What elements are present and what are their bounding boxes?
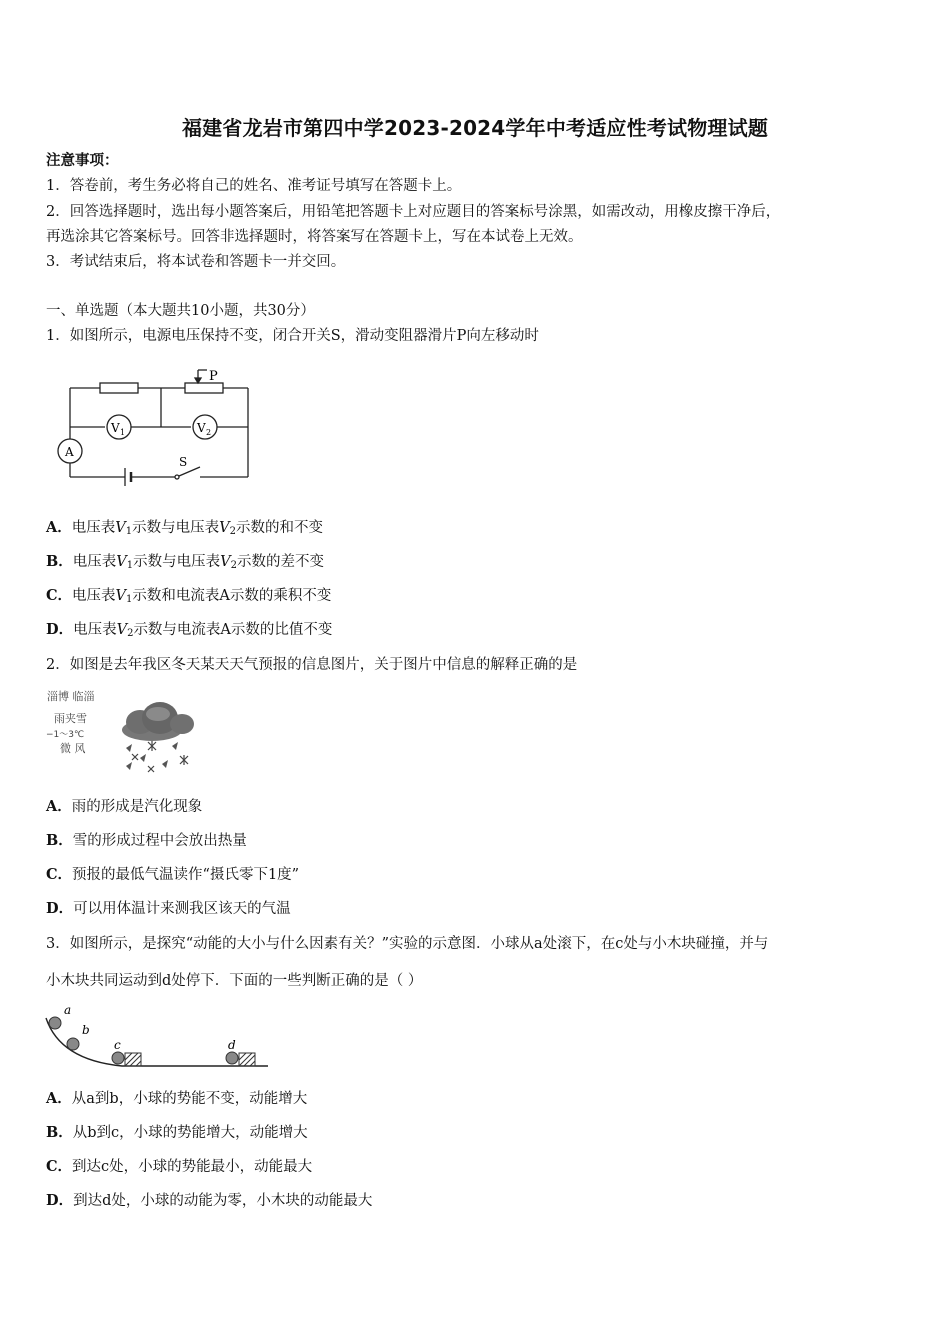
q3-option-d[interactable] [46, 1191, 372, 1211]
q1-stem: 1．如图所示，电源电压保持不变，闭合开关S，滑动变阻器滑片P向左移动时 [46, 328, 539, 344]
q2-weather-forecast-image [44, 686, 206, 778]
option-text: 示数和电流表A示数的乘积不变 [132, 588, 332, 604]
var-v: V [116, 622, 128, 638]
snowflake-icon [132, 741, 188, 772]
var-v: V [220, 554, 231, 570]
option-text: 从b到c，小球的势能增大，动能增大 [72, 1125, 308, 1141]
var-sub: 2 [127, 628, 134, 639]
q3-stem-line2: 小木块共同运动到d处停下．下面的一些判断正确的是（ ） [46, 973, 423, 989]
q3-ramp-diagram [42, 1002, 274, 1074]
q1-fig-label-v2: V [197, 421, 206, 435]
q1-circuit-diagram [55, 364, 255, 486]
q1-option-c[interactable] [46, 586, 331, 610]
q3-fig-label-a: a [64, 1003, 72, 1017]
option-text: 示数与电压表 [132, 520, 220, 536]
option-text: 示数与电流表A示数的比值不变 [133, 622, 333, 638]
q3-fig-label-d: d [228, 1038, 236, 1052]
q1-fig-label-v2-sub: 2 [206, 428, 212, 437]
option-key: D． [46, 900, 74, 917]
option-text: 电压表 [71, 520, 116, 536]
option-key: B． [46, 1124, 73, 1141]
option-key: D． [46, 1192, 74, 1209]
q2-option-a[interactable] [46, 797, 202, 817]
notice-item-2: 2．回答选择题时，选出每小题答案后，用铅笔把答题卡上对应题目的答案标号涂黑，如需改动，用橡皮擦干净后， [46, 204, 781, 220]
q1-option-a[interactable] [46, 518, 323, 542]
section-heading: 一、单选题（本大题共10小题，共30分） [46, 303, 315, 319]
var-v: V [115, 520, 126, 536]
option-key: A． [46, 519, 72, 536]
page-title: 福建省龙岩市第四中学2023-2024学年中考适应性考试物理试题 [181, 116, 769, 140]
option-key: B． [46, 832, 73, 849]
option-key: C． [46, 1158, 73, 1175]
option-text: 雨的形成是汽化现象 [71, 799, 203, 815]
option-text: 到达c处，小球的势能最小，动能最大 [72, 1159, 313, 1175]
option-text: 可以用体温计来测我区该天的气温 [73, 901, 291, 917]
q1-fig-label-p: P [209, 369, 218, 384]
q3-option-a[interactable] [46, 1089, 307, 1109]
option-key: A． [46, 798, 72, 815]
var-v: V [116, 554, 127, 570]
q2-fig-wind: 微 风 [60, 742, 86, 755]
q2-fig-place: 淄博 临淄 [47, 690, 95, 703]
option-text: 到达d处，小球的动能为零，小木块的动能最大 [73, 1193, 373, 1209]
var-v: V [115, 588, 127, 604]
option-key: D． [46, 621, 74, 638]
var-sub: 1 [125, 526, 133, 537]
q1-option-b[interactable] [46, 552, 324, 576]
q2-fig-weather: 雨夹雪 [54, 712, 87, 725]
option-text: 预报的最低气温读作“摄氏零下1度” [72, 867, 300, 883]
q1-fig-label-a: A [65, 445, 74, 459]
option-text: 示数与电压表 [133, 554, 221, 570]
notice-heading: 注意事项： [46, 152, 119, 169]
q1-option-d[interactable] [46, 620, 332, 644]
q1-fig-label-v1: V [111, 421, 120, 435]
q3-option-b[interactable] [46, 1123, 308, 1143]
var-v: V [219, 520, 230, 536]
option-key: C． [46, 866, 73, 883]
var-sub: 2 [229, 526, 236, 537]
cloud-icon [122, 702, 194, 741]
option-text: 示数的差不变 [236, 554, 324, 570]
option-key: B． [46, 553, 73, 570]
option-text: 示数的和不变 [235, 520, 323, 536]
notice-item-3: 3．考试结束后，将本试卷和答题卡一并交回。 [46, 254, 346, 270]
q2-stem: 2．如图是去年我区冬天某天天气预报的信息图片，关于图片中信息的解释正确的是 [46, 657, 578, 673]
option-text: 电压表 [72, 554, 117, 570]
q2-option-d[interactable] [46, 899, 291, 919]
notice-item-1: 1．答卷前，考生务必将自己的姓名、准考证号填写在答题卡上。 [46, 178, 462, 194]
q3-stem-line1: 3．如图所示，是探究“动能的大小与什么因素有关？”实验的示意图．小球从a处滚下，在c处与小木块碰撞，并与 [46, 936, 769, 952]
q2-option-b[interactable] [46, 831, 247, 851]
option-text: 雪的形成过程中会放出热量 [72, 833, 247, 849]
var-sub: 2 [230, 560, 237, 571]
q1-fig-label-s: S [179, 455, 188, 469]
notice-item-2-cont: 再选涂其它答案标号。回答非选择题时，将答案写在答题卡上，写在本试卷上无效。 [46, 229, 583, 245]
option-text: 电压表 [73, 622, 117, 638]
var-sub: 1 [126, 594, 133, 605]
var-sub: 1 [126, 560, 134, 571]
option-text: 从a到b，小球的势能不变，动能增大 [71, 1091, 308, 1107]
q3-fig-label-c: c [114, 1038, 121, 1052]
option-key: C． [46, 587, 73, 604]
q3-fig-label-b: b [82, 1023, 90, 1037]
option-key: A． [46, 1090, 72, 1107]
q2-option-c[interactable] [46, 865, 299, 885]
q1-fig-label-v1-sub: 1 [120, 428, 126, 437]
q3-option-c[interactable] [46, 1157, 312, 1177]
option-text: 电压表 [72, 588, 116, 604]
q2-fig-temp: −1～3℃ [46, 730, 85, 740]
